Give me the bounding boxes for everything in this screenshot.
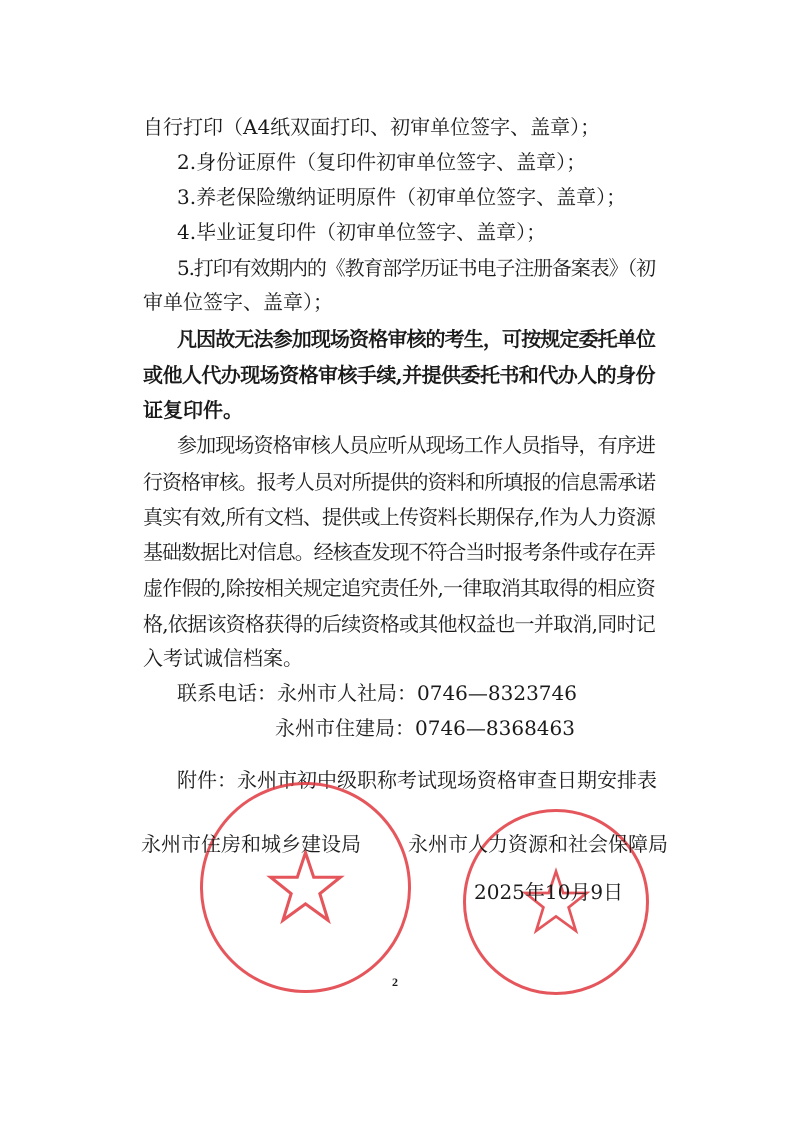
body-line: 参加现场资格审核人员应听从现场工作人员指导，有序进 — [177, 433, 655, 457]
body-line: 入考试诚信档案。 — [143, 646, 303, 670]
signer-right: 永州市人力资源和社会保障局 — [408, 832, 668, 856]
body-line: 行资格审核。报考人员对所提供的资料和所填报的信息需承诺 — [143, 470, 655, 494]
contact-line: 联系电话：永州市人社局：0746—8323746 — [177, 681, 577, 705]
body-line: 基础数据比对信息。经核查发现不符合当时报考条件或存在弄 — [143, 540, 655, 564]
attachment-line: 附件：永州市初中级职称考试现场资格审查日期安排表 — [177, 768, 657, 792]
list-item: 3.养老保险缴纳证明原件（初审单位签字、盖章）； — [177, 185, 627, 209]
list-item: 5.打印有效期内的《教育部学历证书电子注册备案表》（初 — [177, 256, 655, 280]
bold-paragraph-line: 证复印件。 — [143, 398, 243, 422]
star-icon — [203, 785, 408, 990]
signer-left: 永州市住房和城乡建设局 — [141, 832, 361, 856]
body-line: 虚作假的,除按相关规定追究责任外,一律取消其取得的相应资 — [143, 576, 655, 600]
body-line: 格,依据该资格获得的后续资格或其他权益也一并取消,同时记 — [143, 612, 655, 636]
body-line: 审单位签字、盖章）； — [143, 290, 333, 314]
official-seal-left — [200, 782, 411, 993]
body-line: 自行打印（A4纸双面打印、初审单位签字、盖章）； — [143, 115, 601, 139]
page-number: 2 — [392, 975, 398, 989]
bold-paragraph-line: 凡因故无法参加现场资格审核的考生，可按规定委托单位 — [177, 327, 655, 351]
contact-line: 永州市住建局：0746—8368463 — [275, 716, 575, 740]
signature-date: 2025年10月9日 — [474, 880, 624, 904]
bold-paragraph-line: 或他人代办现场资格审核手续,并提供委托书和代办人的身份 — [143, 363, 655, 387]
list-item: 4.毕业证复印件（初审单位签字、盖章）； — [177, 220, 547, 244]
body-line: 真实有效,所有文档、提供或上传资料长期保存,作为人力资源 — [143, 505, 655, 529]
list-item: 2.身份证原件（复印件初审单位签字、盖章）； — [177, 150, 587, 174]
